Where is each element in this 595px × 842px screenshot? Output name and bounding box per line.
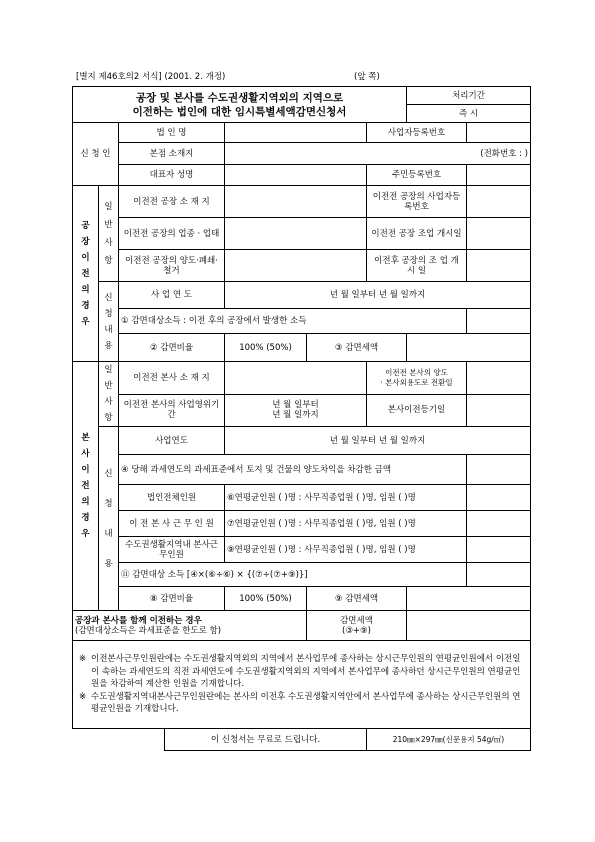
corp-name-label: 법 인 명 — [119, 123, 225, 143]
note-2: 수도권생활지역내본사근무인원란에는 본사의 이전후 수도권생활지역안에서 본사업무에 종사하는 상시근무인원의 연평균인원을 기재합니다. — [91, 691, 521, 715]
factory-prev-location-label: 이전전 공장 소 재 지 — [119, 186, 225, 218]
factory-prev-transfer-label: 이전전 공장의 양도·폐쇄·철거 — [119, 250, 225, 282]
hq-rate-label: ⑧ 감면비율 — [119, 587, 225, 611]
note-1: 이전본사근무인원란에는 수도권생활지역외의 지역에서 본사업무에 종사하는 상시근무인원의 연평균인원에서 이전일이 속하는 과세연도의 직전 과세연도에 수도권생활지역외의 지역에서 본사업무에 종사하던 상시근무인원의 연평균인원을 차감하여 계산한 인원을 기재합니다. — [91, 654, 521, 690]
factory-prev-location-field[interactable] — [225, 186, 367, 218]
resident-no-field[interactable] — [467, 165, 531, 186]
factory-new-start-field[interactable] — [467, 250, 531, 282]
factory-section: 공장이전의경우 — [73, 186, 99, 362]
hq-location-field[interactable] — [225, 143, 531, 165]
applicant-section: 신 청 인 — [73, 123, 119, 186]
hq-tax-label: ⑨ 감면세액 — [307, 587, 407, 611]
both-tax-label: 감면세액 (③+⑨) — [307, 611, 407, 641]
hq-item4-field[interactable] — [467, 455, 531, 485]
factory-prev-start-label: 이전전 공장 조업 개시일 — [367, 218, 467, 250]
hq-item11: ⑪ 감면대상 소득 [④×(⑥÷⑥) × {(⑦÷(⑦+⑨)}] — [119, 563, 467, 587]
hq-emp6[interactable]: ⑥연평균인원 ( )명 : 사무직종업원 ( )명, 임원 ( )명 — [225, 485, 467, 511]
form-title: 공장 및 본사를 수도권생활지역외의 지역으로 이전하는 법인에 대한 임시특별세액감면신청서 — [73, 87, 407, 123]
factory-general: 일반사항 — [99, 186, 119, 282]
hq-emp7[interactable]: ⑦연평균인원 ( )명 : 사무직종업원 ( )명, 임원 ( )명 — [225, 511, 467, 537]
factory-request: 신청내용 — [99, 282, 119, 362]
biz-reg-no-label: 사업자등록번호 — [367, 123, 467, 143]
hq-transfer-field[interactable] — [467, 362, 531, 395]
hq-emp9-field[interactable] — [467, 537, 531, 563]
hq-emp6-field[interactable] — [467, 485, 531, 511]
factory-rate-label: ② 감면비율 — [119, 334, 225, 362]
both-label: 공장과 본사를 함께 이전하는 경우 (감면대상소득은 과세표준을 한도로 함) — [73, 611, 307, 641]
factory-new-start-label: 이전후 공장의 조 업 개 시 일 — [367, 250, 467, 282]
hq-item11-field[interactable] — [467, 563, 531, 587]
hq-rate-value: 100% (50%) — [225, 587, 307, 611]
hq-prev-period-field[interactable]: 년 월 일부터 년 월 일까지 — [225, 394, 367, 427]
hq-request: 신청내용 — [99, 427, 119, 611]
hq-prev-period-label: 이전전 본사의 사업영위기간 — [119, 394, 225, 427]
factory-period[interactable]: 년 월 일부터 년 월 일까지 — [225, 282, 531, 309]
hq-location-label: 본점 소재지 — [119, 143, 225, 165]
processing-value: 즉 시 — [407, 105, 531, 123]
factory-prev-biz-no-label: 이전전 공장의 사업자등록번호 — [367, 186, 467, 218]
factory-tax-field[interactable] — [407, 334, 531, 362]
factory-prev-start-field[interactable] — [467, 218, 531, 250]
factory-reduction-income-field[interactable] — [467, 309, 531, 334]
hq-transfer-note: 이전전 본사의 양도 · 본사외용도로 전환일 — [367, 362, 467, 395]
hq-total-emp-label: 법인전체인원 — [119, 485, 225, 511]
hq-biz-year-label: 사업연도 — [119, 427, 225, 455]
phone-label: (전화번호 : ) — [480, 148, 528, 159]
factory-prev-biz-no-field[interactable] — [467, 186, 531, 218]
hq-section: 본사이전의경우 — [73, 362, 99, 611]
notes: ※ 이전본사근무인원란에는 수도권생활지역외의 지역에서 본사업무에 종사하는 상시근무인원의 연평균인원에서 이전일이 속하는 과세연도의 직전 과세연도에 수도권생활지역외의 지역에서 본사업무에 종사하던 상시근무인원의 연평균인원을 차감하여 계산한 인원을 기재합니다. ※ 수도권생활지역내본사근무인원란에는 본사의 이전후 수도권생활지역안에서 본사업무에 종사하는 상시근무인원의 연평균인원을 기재합니다. — [73, 641, 531, 729]
factory-tax-label: ③ 감면세액 — [307, 334, 407, 362]
free-notice: 이 신청서는 무료로 드립니다. — [165, 729, 367, 751]
biz-reg-no-field[interactable] — [467, 123, 531, 143]
hq-capital-emp-label: 수도권생활지역내 본사근무인원 — [119, 537, 225, 563]
hq-tax-field[interactable] — [407, 587, 531, 611]
hq-general: 일반사항 — [99, 362, 119, 427]
form-number: [별지 제46호의2 서식] (2001. 2. 개정) — [76, 72, 226, 82]
hq-prev-location-field[interactable] — [225, 362, 367, 395]
factory-rate-value: 100% (50%) — [225, 334, 307, 362]
hq-period[interactable]: 년 월 일부터 년 월 일까지 — [225, 427, 531, 455]
paper-spec: 210㎜×297㎜(신문용지 54g/㎡) — [367, 729, 531, 751]
hq-emp9[interactable]: ⑨연평균인원 ( )명 : 사무직종업원 ( )명, 임원 ( )명 — [225, 537, 467, 563]
hq-prev-location-label: 이전전 본사 소 재 지 — [119, 362, 225, 395]
rep-name-label: 대표자 성명 — [119, 165, 225, 186]
factory-prev-transfer-field[interactable] — [225, 250, 367, 282]
rep-name-field[interactable] — [225, 165, 367, 186]
page-side: (앞 쪽) — [354, 72, 380, 82]
factory-biz-year-label: 사 업 연 도 — [119, 282, 225, 309]
form-caption — [72, 70, 532, 84]
corp-name-field[interactable] — [225, 123, 367, 143]
resident-no-label: 주민등록번호 — [367, 165, 467, 186]
hq-hq-emp-label: 이 전 본 사 근 무 인 원 — [119, 511, 225, 537]
both-tax-field[interactable] — [407, 611, 531, 641]
factory-reduction-income: ① 감면대상소득 : 이전 후의 공장에서 발생한 소득 — [119, 309, 467, 334]
application-form — [72, 86, 531, 751]
hq-item4: ④ 당해 과세연도의 과세표준에서 토지 및 건물의 양도차익을 차감한 금액 — [119, 455, 467, 485]
processing-label: 처리기간 — [407, 87, 531, 105]
hq-emp7-field[interactable] — [467, 511, 531, 537]
factory-prev-business-label: 이전전 공장의 업종 · 업태 — [119, 218, 225, 250]
hq-move-date-field[interactable] — [467, 394, 531, 427]
factory-prev-business-field[interactable] — [225, 218, 367, 250]
hq-move-date-label: 본사이전등기일 — [367, 394, 467, 427]
